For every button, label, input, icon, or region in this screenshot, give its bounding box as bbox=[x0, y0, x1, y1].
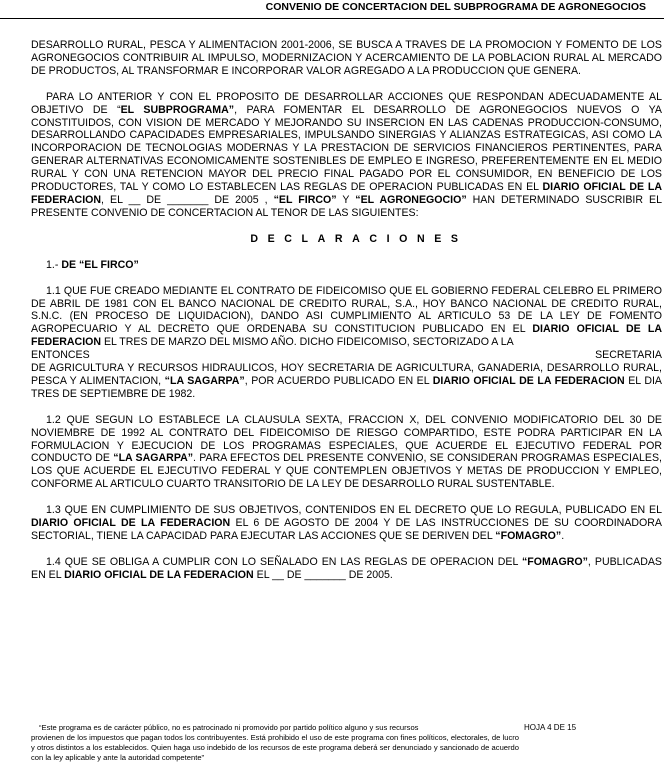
document-title: CONVENIO DE CONCERTACION DEL SUBPROGRAMA DE AGRONEGOCIOS bbox=[265, 1, 646, 13]
page-number: HOJA 4 DE 15 bbox=[524, 723, 577, 732]
page-footer bbox=[31, 723, 662, 762]
legal-footnote: “Este programa es de carácter público, no es patrocinado ni promovido por partido político alguno y sus recursos provienen de los impuestos que pagan todos los contribuyentes. Está prohibido el uso de este programa con fines políticos, electorales, de lucro y otros distintos a los establecidos. Quien haga uso indebido de los recursos de este programa deberá ser denunciado y sancionado de acuerdo con la ley aplicable y ante la autoridad competente” bbox=[31, 723, 519, 762]
paragraph-intro: DESARROLLO RURAL, PESCA Y ALIMENTACION 2001-2006, SE BUSCA A TRAVES DE LA PROMOCION Y FOMENTO DE LOS AGRONEGOCIOS CONTRIBUIR AL IMPULSO, MODERNIZACION Y ACERCAMIENTO DE LA POBLACION RURAL AL MERCADO DE PRODUCTOS, AL TRANSFORMAR E INCORPORAR VALOR AGREGADO A LA PRODUCCION QUE GENERA. bbox=[31, 39, 662, 77]
word-secretaria: SECRETARIA bbox=[595, 349, 662, 362]
paragraph-1-4: 1.4 QUE SE OBLIGA A CUMPLIR CON LO SEÑALADO EN LAS REGLAS DE OPERACION DEL “FOMAGRO”, PUBLICADAS EN EL DIARIO OFICIAL DE LA FEDERACION EL __ DE _______ DE 2005. bbox=[31, 555, 662, 581]
section-heading-firco: 1.- DE “EL FIRCO” bbox=[46, 258, 139, 271]
paragraph-1-1-break-line bbox=[31, 349, 662, 362]
paragraph-purpose: PARA LO ANTERIOR Y CON EL PROPOSITO DE DESARROLLAR ACCIONES QUE RESPONDAN ADECUADAMENTE AL OBJETIVO DE “EL SUBPROGRAMA”, PARA FOMENTAR EL DESARROLLO DE AGRONEGOCIOS NUEVOS O YA CONSTITUIDOS, CON VISION DE MERCADO Y MEJORANDO SU INSERCION EN LAS CADENAS PRODUCCION-CONSUMO, DESARROLLANDO CAPACIDADES EMPRESARIALES, IMPULSANDO SINERGIAS Y ALIANZAS ESTRATEGICAS, ASI COMO LA INCORPORACION DE TECNOLOGIAS MODERNAS Y LA PRESTACION DE SERVICIOS FINANCIEROS PERTINENTES, PARA GENERAR ALTERNATIVAS ECONOMICAMENTE SOSTENIBLES DE EMPLEO E INGRESO, PREFERENTEMENTE EN EL MEDIO RURAL Y CON UNA RETENCION MAYOR DEL PRECIO FINAL PAGADO POR EL CONSUMIDOR, EN BENEFICIO DE LOS PRODUCTORES, TAL Y COMO LO ESTABLECEN LAS REGLAS DE OPERACION PUBLICADAS EN EL DIARIO OFICIAL DE LA FEDERACION, EL __ DE _______ DE 2005 , “EL FIRCO” Y “EL AGRONEGOCIO” HAN DETERMINADO SUSCRIBIR EL PRESENTE CONVENIO DE CONCERTACION AL TENOR DE LAS SIGUIENTES: bbox=[31, 90, 662, 219]
word-entonces: ENTONCES bbox=[31, 349, 90, 362]
paragraph-1-1-continued: DE AGRICULTURA Y RECURSOS HIDRAULICOS, HOY SECRETARIA DE AGRICULTURA, GANADERIA, DESARROLLO RURAL, PESCA Y ALIMENTACION, “LA SAGARPA”, POR ACUERDO PUBLICADO EN EL DIARIO OFICIAL DE LA FEDERACION EL DIA TRES DE SEPTIEMBRE DE 1982. bbox=[31, 362, 662, 400]
paragraph-1-2: 1.2 QUE SEGUN LO ESTABLECE LA CLAUSULA SEXTA, FRACCION X, DEL CONVENIO MODIFICATORIO DEL 30 DE NOVIEMBRE DE 1992 AL CONTRATO DEL FIDEICOMISO DE RIESGO COMPARTIDO, ESTE PODRA PARTICIPAR EN LA FORMULACION Y EJECUCION DE LOS PROGRAMAS ESPECIALES, QUE ACUERDE EL EJECUTIVO FEDERAL POR CONDUCTO DE “LA SAGARPA”. PARA EFECTOS DEL PRESENTE CONVENIO, SE CONSIDERAN PROGRAMAS ESPECIALES, LOS QUE ACUERDE EL EJECUTIVO FEDERAL Y QUE CONTEMPLEN OBJETIVOS Y METAS DE PRODUCCION Y EMPLEO, CONFORME AL ARTICULO CUARTO TRANSITORIO DE LA LEY DE DESARROLLO RURAL SUSTENTABLE. bbox=[31, 413, 662, 491]
page-header bbox=[0, 0, 664, 19]
paragraph-1-1: 1.1 QUE FUE CREADO MEDIANTE EL CONTRATO DE FIDEICOMISO QUE EL GOBIERNO FEDERAL CELEBRO EL PRIMERO DE ABRIL DE 1981 CON EL BANCO NACIONAL DE CREDITO RURAL, S.A., HOY BANCO NACIONAL DE CREDITO RURAL, S.N.C. (EN PROCESO DE LIQUIDACION), DANDO ASI CUMPLIMIENTO AL ARTICULO 53 DE LA LEY DE FOMENTO AGROPECUARIO Y AL DECRETO QUE ORDENABA SU CONSTITUCION PUBLICADO EN EL DIARIO OFICIAL DE LA FEDERACION EL TRES DE MARZO DEL MISMO AÑO. DICHO FIDEICOMISO, SECTORIZADO A LA bbox=[31, 284, 662, 349]
document-body bbox=[31, 39, 662, 582]
declarations-heading: DECLARACIONES bbox=[250, 232, 468, 245]
paragraph-1-3: 1.3 QUE EN CUMPLIMIENTO DE SUS OBJETIVOS, CONTENIDOS EN EL DECRETO QUE LO REGULA, PUBLICADO EN EL DIARIO OFICIAL DE LA FEDERACION EL 6 DE AGOSTO DE 2004 Y DE LAS INSTRUCCIONES DE SU COORDINADORA SECTORIAL, TIENE LA CAPACIDAD PARA EJECUTAR LAS ACCIONES QUE SE DERIVEN DEL “FOMAGRO”. bbox=[31, 504, 662, 542]
